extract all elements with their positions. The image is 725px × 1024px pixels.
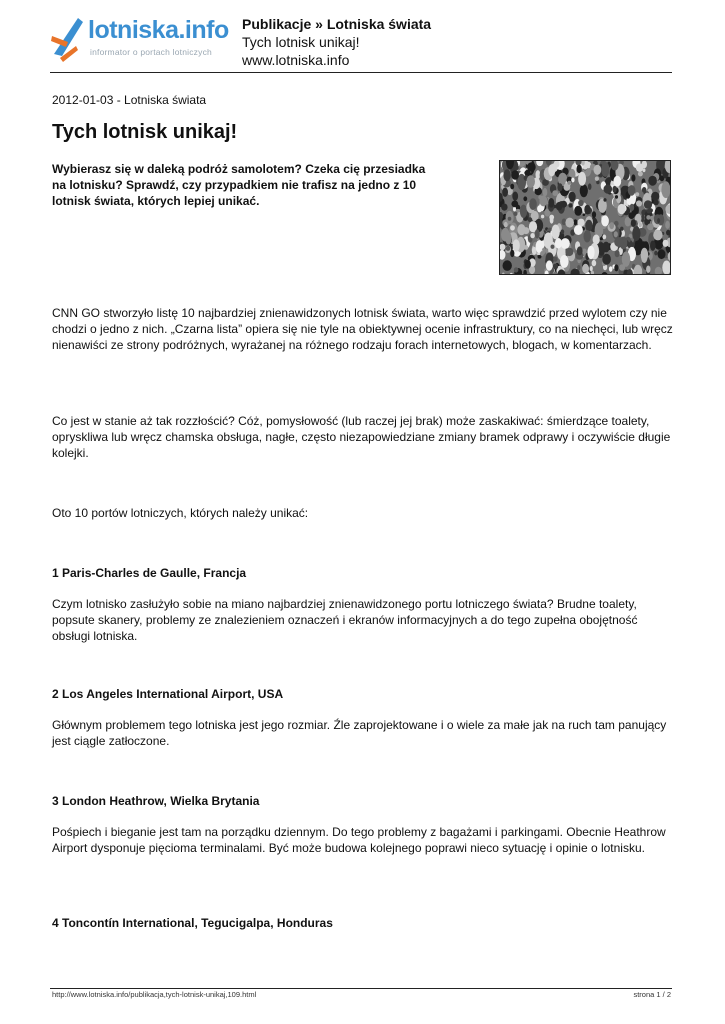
section-text: Głównym problemem tego lotniska jest jego rozmiar. Źle zaprojektowane i o wiele za małe jak na ruch tam panujący jest ciągle zatłoczone. — [52, 718, 667, 748]
section-heading: 4 Toncontín International, Tegucigalpa, Honduras — [52, 916, 333, 930]
logo-text: lotniska.info — [88, 16, 229, 44]
section-text: Pośpiech i bieganie jest tam na porządku dziennym. Do tego problemy z bagażami i parkingami. Obecnie Heathrow Airport dysponuje pięcioma terminalami. Być może budowa kolejnego poprawi nieco sytuację i opinie o lotnisku. — [52, 825, 666, 855]
header-info — [242, 15, 431, 69]
header-site-link[interactable]: www.lotniska.info — [242, 52, 350, 68]
section-text: Czym lotnisko zasłużyło sobie na miano najbardziej znienawidzonego portu lotniczego świata? Brudne toalety, popsute skanery, problemy ze znalezieniem oznaczeń i ekranów informacyjnych a do tego zupełna obojętność obsługi lotniska. — [52, 597, 638, 643]
crowd-photo — [499, 160, 671, 275]
page-number: strona 1 / 2 — [633, 990, 671, 999]
section-heading: 3 London Heathrow, Wielka Brytania — [52, 794, 260, 808]
article-lead: Wybierasz się w daleką podróż samolotem? Czeka cię przesiadka na lotnisku? Sprawdź, czy przypadkiem nie trafisz na jedno z 10 lotnisk świata, których lepiej unikać. — [52, 162, 426, 208]
breadcrumb[interactable]: Publikacje » Lotniska świata — [242, 16, 432, 32]
paragraph-reasons: Co jest w stanie aż tak rozzłościć? Cóż, pomysłowość (lub raczej jej brak) może zaskakiwać: śmierdzące toalety, opryskliwa lub wręcz chamska obsługa, nagłe, często niezapowiedziane zmiany bramek odprawy i oczywiście długie kolejki. — [52, 414, 671, 460]
section-heading: 2 Los Angeles International Airport, USA — [52, 687, 284, 701]
header-divider — [50, 72, 672, 73]
article-title: Tych lotnisk unikaj! — [52, 121, 238, 143]
logo-tagline: informator o portach lotniczych — [90, 47, 212, 57]
paragraph-list-intro: Oto 10 portów lotniczych, których należy unikać: — [52, 506, 309, 520]
plane-logo-icon — [50, 16, 86, 62]
crowd-image — [500, 161, 670, 274]
footer-url[interactable]: http://www.lotniska.info/publikacja,tych-lotnisk-unikaj,109.html — [52, 990, 257, 999]
article-meta: 2012-01-03 - Lotniska świata — [52, 93, 207, 107]
footer-divider — [50, 988, 672, 989]
section-heading: 1 Paris-Charles de Gaulle, Francja — [52, 566, 247, 580]
paragraph-intro: CNN GO stworzyło listę 10 najbardziej znienawidzonych lotnisk świata, warto więc sprawdzić przed wylotem czy nie chodzi o jedno z nich. „Czarna lista” opiera się nie tyle na obiektywnej ocenie infrastruktury, co na niechęci, lub wręcz nienawiści ze strony podróżnych, wyrażanej na różnego rodzaju forach internetowych, blogach, w komentarzach. — [52, 306, 673, 352]
header-title: Tych lotnisk unikaj! — [242, 34, 360, 50]
site-logo[interactable] — [50, 14, 230, 64]
